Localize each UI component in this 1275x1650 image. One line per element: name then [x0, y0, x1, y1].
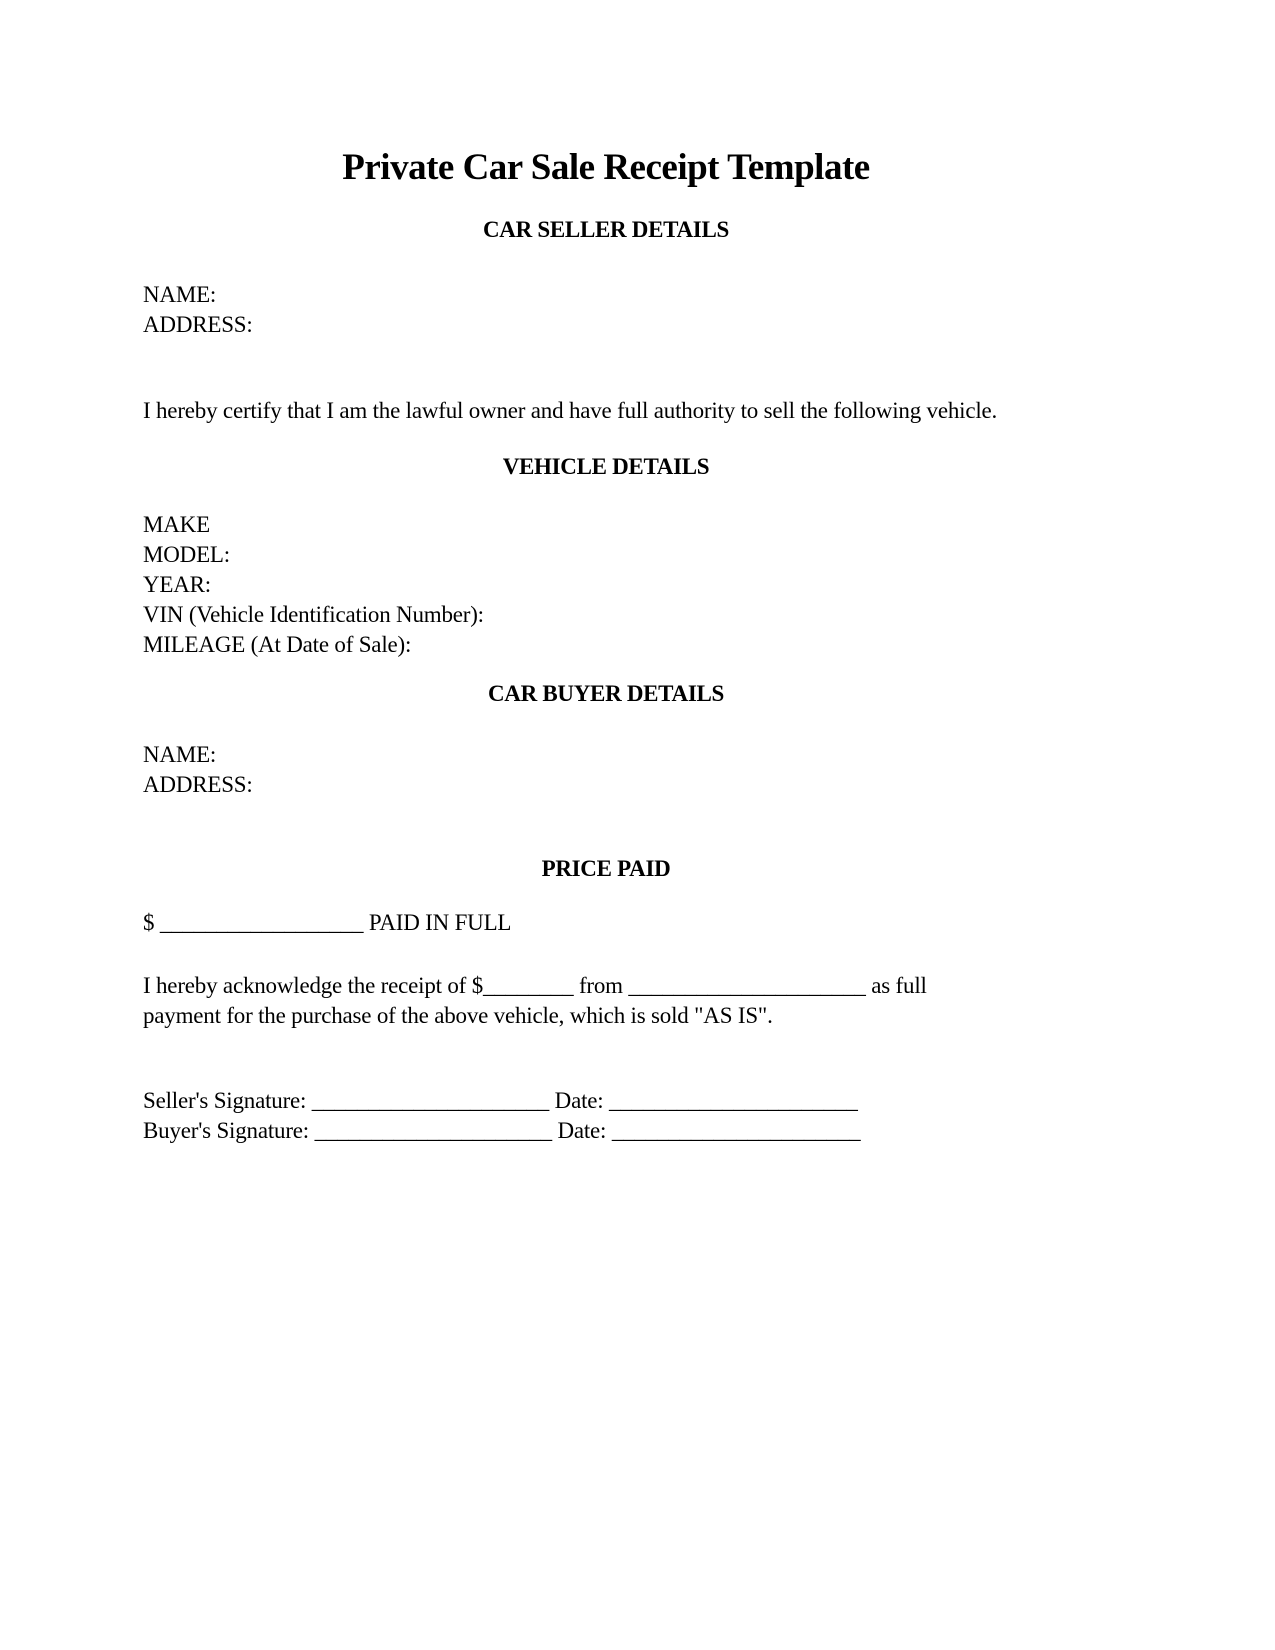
vehicle-mileage-label: MILEAGE (At Date of Sale): — [143, 632, 412, 657]
acknowledgement-line-1: I hereby acknowledge the receipt of $________ from _____________________ as full — [143, 973, 927, 998]
currency-symbol: $ — [143, 910, 155, 935]
seller-signature-label: Seller's Signature: — [143, 1088, 307, 1113]
section-heading-car-buyer-details: CAR BUYER DETAILS — [487, 681, 725, 706]
buyer-name-label: NAME: — [143, 742, 217, 767]
acknowledgement-paragraph — [143, 971, 1069, 1031]
document-title: Private Car Sale Receipt Template — [342, 147, 870, 188]
paid-in-full-label: PAID IN FULL — [368, 910, 512, 935]
seller-date-label: Date: — [554, 1088, 604, 1113]
section-heading-price-paid: PRICE PAID — [541, 856, 671, 881]
seller-certification-statement: I hereby certify that I am the lawful owner and have full authority to sell the following vehicle. — [143, 398, 998, 423]
acknowledgement-line-2: payment for the purchase of the above vehicle, which is sold "AS IS". — [143, 1003, 773, 1028]
buyer-signature-row — [143, 1116, 1069, 1146]
seller-fields — [143, 280, 1069, 340]
vehicle-vin-label: VIN (Vehicle Identification Number): — [143, 602, 484, 627]
price-paid-line — [143, 908, 1069, 938]
seller-address-label: ADDRESS: — [143, 312, 253, 337]
signature-block — [143, 1086, 1069, 1146]
buyer-date-label: Date: — [557, 1118, 607, 1143]
buyer-address-label: ADDRESS: — [143, 772, 253, 797]
seller-date-blank: ______________________ — [609, 1088, 858, 1113]
vehicle-fields — [143, 510, 1069, 660]
buyer-date-blank: ______________________ — [611, 1118, 861, 1143]
seller-signature-blank: _____________________ — [311, 1088, 550, 1113]
vehicle-model-label: MODEL: — [143, 542, 230, 567]
vehicle-make-label: MAKE — [143, 512, 210, 537]
buyer-fields — [143, 740, 1069, 800]
buyer-signature-blank: _____________________ — [314, 1118, 552, 1143]
seller-signature-row — [143, 1086, 1069, 1116]
price-amount-blank: __________________ — [159, 910, 364, 935]
section-heading-car-seller-details: CAR SELLER DETAILS — [483, 217, 729, 242]
section-heading-vehicle-details: VEHICLE DETAILS — [502, 454, 710, 479]
vehicle-year-label: YEAR: — [143, 572, 212, 597]
seller-name-label: NAME: — [143, 282, 217, 307]
buyer-signature-label: Buyer's Signature: — [143, 1118, 309, 1143]
document-content — [143, 0, 1069, 1146]
